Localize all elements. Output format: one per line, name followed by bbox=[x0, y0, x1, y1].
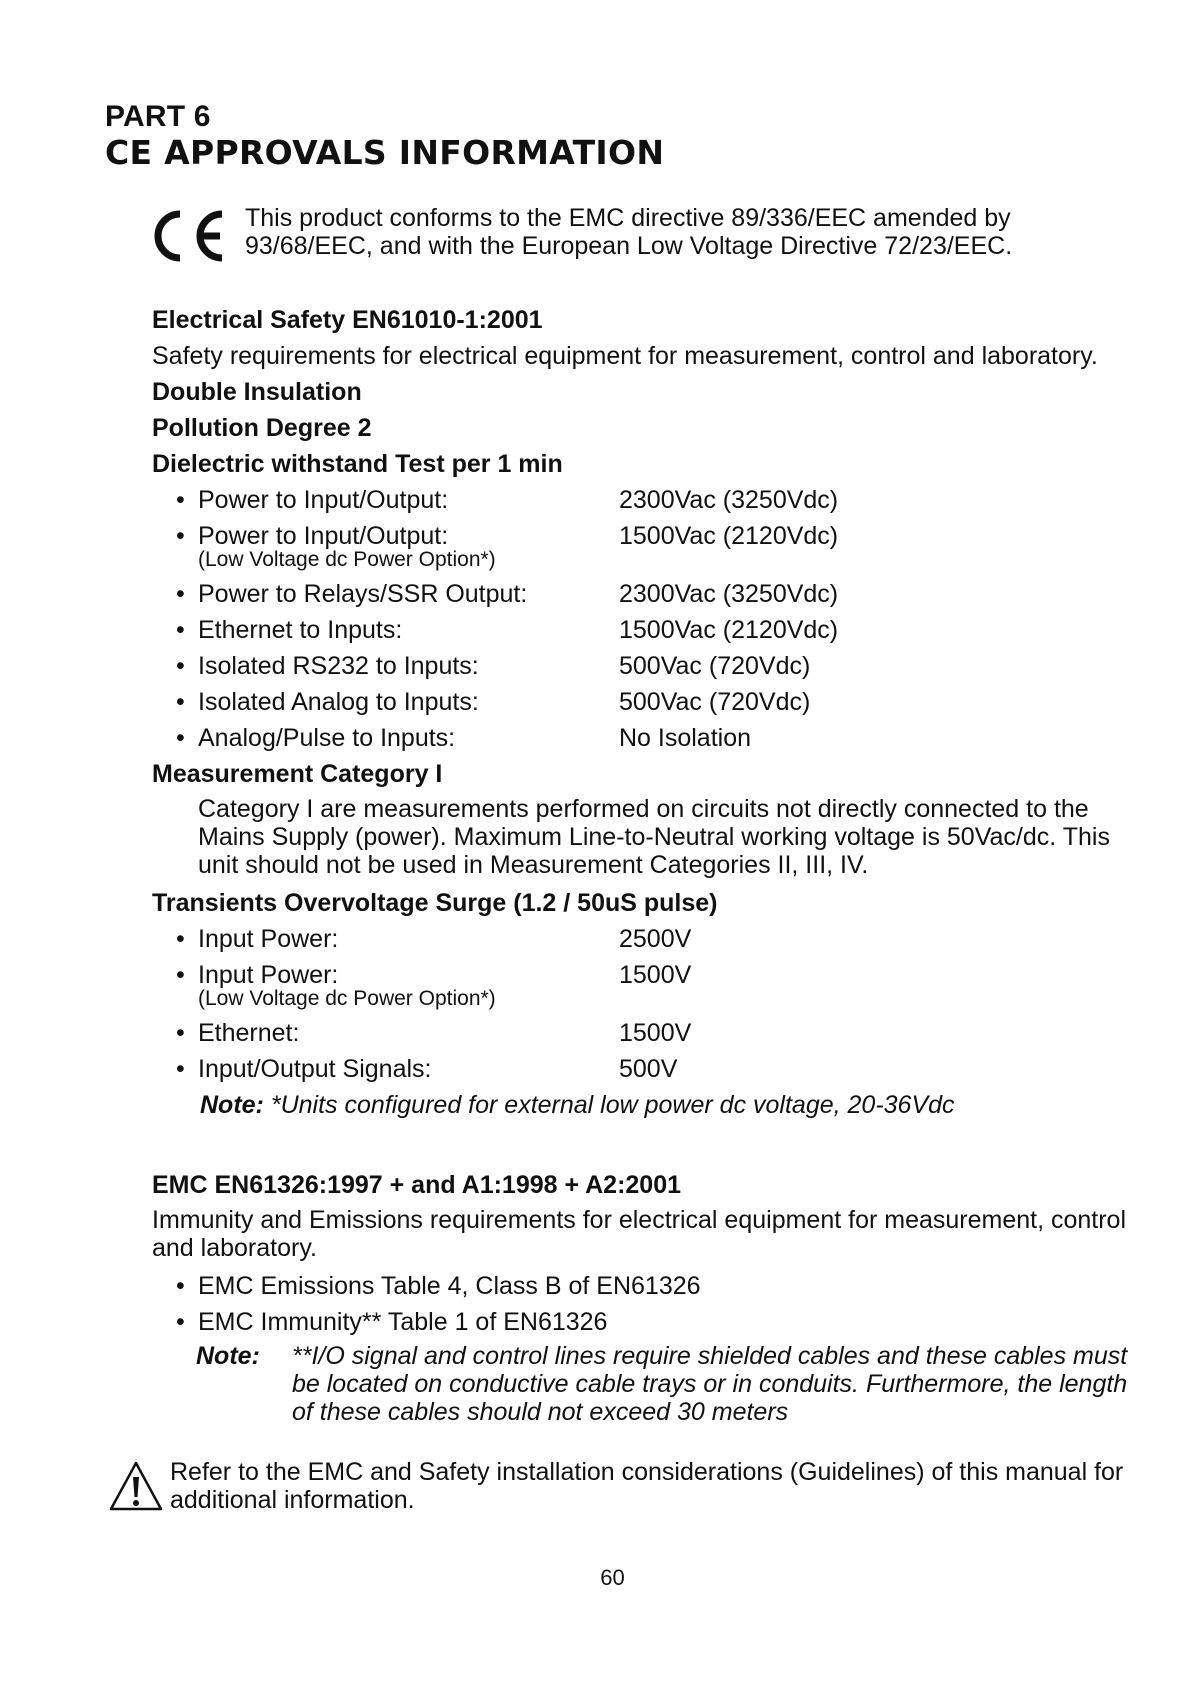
emc-note-text: **I/O signal and control lines require shielded cables and these cables must be located on conductive cable trays or in conduits. Furthermore, the length of these cables should not exceed 30 meters bbox=[292, 1342, 1128, 1426]
dielectric-item: • Analog/Pulse to Inputs: No Isolation bbox=[176, 724, 752, 752]
dielectric-item: • Isolated Analog to Inputs: 500Vac (720Vdc) bbox=[176, 688, 811, 716]
dielectric-item: • Ethernet to Inputs: 1500Vac (2120Vdc) bbox=[176, 616, 839, 644]
measurement-heading: Measurement Category I bbox=[152, 760, 443, 788]
safety-note bbox=[200, 1087, 1142, 1123]
warning-icon bbox=[108, 1460, 164, 1512]
dielectric-item: • Isolated RS232 to Inputs: 500Vac (720Vdc) bbox=[176, 652, 811, 680]
emc-note-label: Note: bbox=[196, 1342, 260, 1370]
transient-item: • Ethernet: 1500V bbox=[176, 1019, 692, 1047]
transient-item: • Input/Output Signals: 500V bbox=[176, 1055, 678, 1083]
safety-heading: Electrical Safety EN61010-1:2001 bbox=[152, 306, 543, 334]
transient-item-note: (Low Voltage dc Power Option*) bbox=[198, 987, 496, 1010]
dielectric-heading: Dielectric withstand Test per 1 min bbox=[152, 450, 563, 478]
transient-item: • Input Power: 1500V bbox=[176, 961, 692, 989]
emc-note bbox=[152, 1342, 1142, 1438]
safety-description: Safety requirements for electrical equipment for measurement, control and laboratory. bbox=[152, 342, 1098, 370]
warning-text: Refer to the EMC and Safety installation considerations (Guidelines) of this manual for additional information. bbox=[170, 1458, 1124, 1514]
emc-item: • EMC Emissions Table 4, Class B of EN61326 bbox=[176, 1272, 701, 1300]
page-title: CE APPROVALS INFORMATION bbox=[105, 133, 665, 172]
ce-mark-icon bbox=[150, 208, 230, 264]
measurement-text: Category I are measurements performed on circuits not directly connected to the Mains Supply (power). Maximum Line-to-Neutral working voltage is 50Vac/dc. This unit should not be used in Measurement Categories II, III, IV. bbox=[198, 795, 1110, 879]
safety-note-label: Note: bbox=[200, 1091, 264, 1119]
emc-description: Immunity and Emissions requirements for electrical equipment for measurement, control and laboratory. bbox=[152, 1206, 1127, 1262]
dielectric-item-note: (Low Voltage dc Power Option*) bbox=[198, 548, 496, 571]
transients-heading: Transients Overvoltage Surge (1.2 / 50uS pulse) bbox=[152, 889, 718, 917]
ce-statement: This product conforms to the EMC directive 89/336/EEC amended by 93/68/EEC, and with the European Low Voltage Directive 72/23/EEC. bbox=[245, 204, 1013, 260]
document-body bbox=[152, 302, 1142, 1438]
dielectric-item: • Power to Input/Output: 1500Vac (2120Vdc) bbox=[176, 522, 839, 550]
page-number: 60 bbox=[600, 1565, 625, 1590]
dielectric-item: • Power to Relays/SSR Output: 2300Vac (3250Vdc) bbox=[176, 580, 839, 608]
pollution-degree-label: Pollution Degree 2 bbox=[152, 414, 372, 442]
transient-item: • Input Power: 2500V bbox=[176, 925, 692, 953]
emc-item: • EMC Immunity** Table 1 of EN61326 bbox=[176, 1308, 608, 1336]
double-insulation-label: Double Insulation bbox=[152, 378, 362, 406]
emc-heading: EMC EN61326:1997 + and A1:1998 + A2:2001 bbox=[152, 1171, 682, 1199]
safety-note-text: *Units configured for external low power dc voltage, 20-36Vdc bbox=[263, 1091, 955, 1119]
dielectric-item: • Power to Input/Output: 2300Vac (3250Vdc) bbox=[176, 486, 839, 514]
part-label: PART 6 bbox=[105, 100, 211, 133]
